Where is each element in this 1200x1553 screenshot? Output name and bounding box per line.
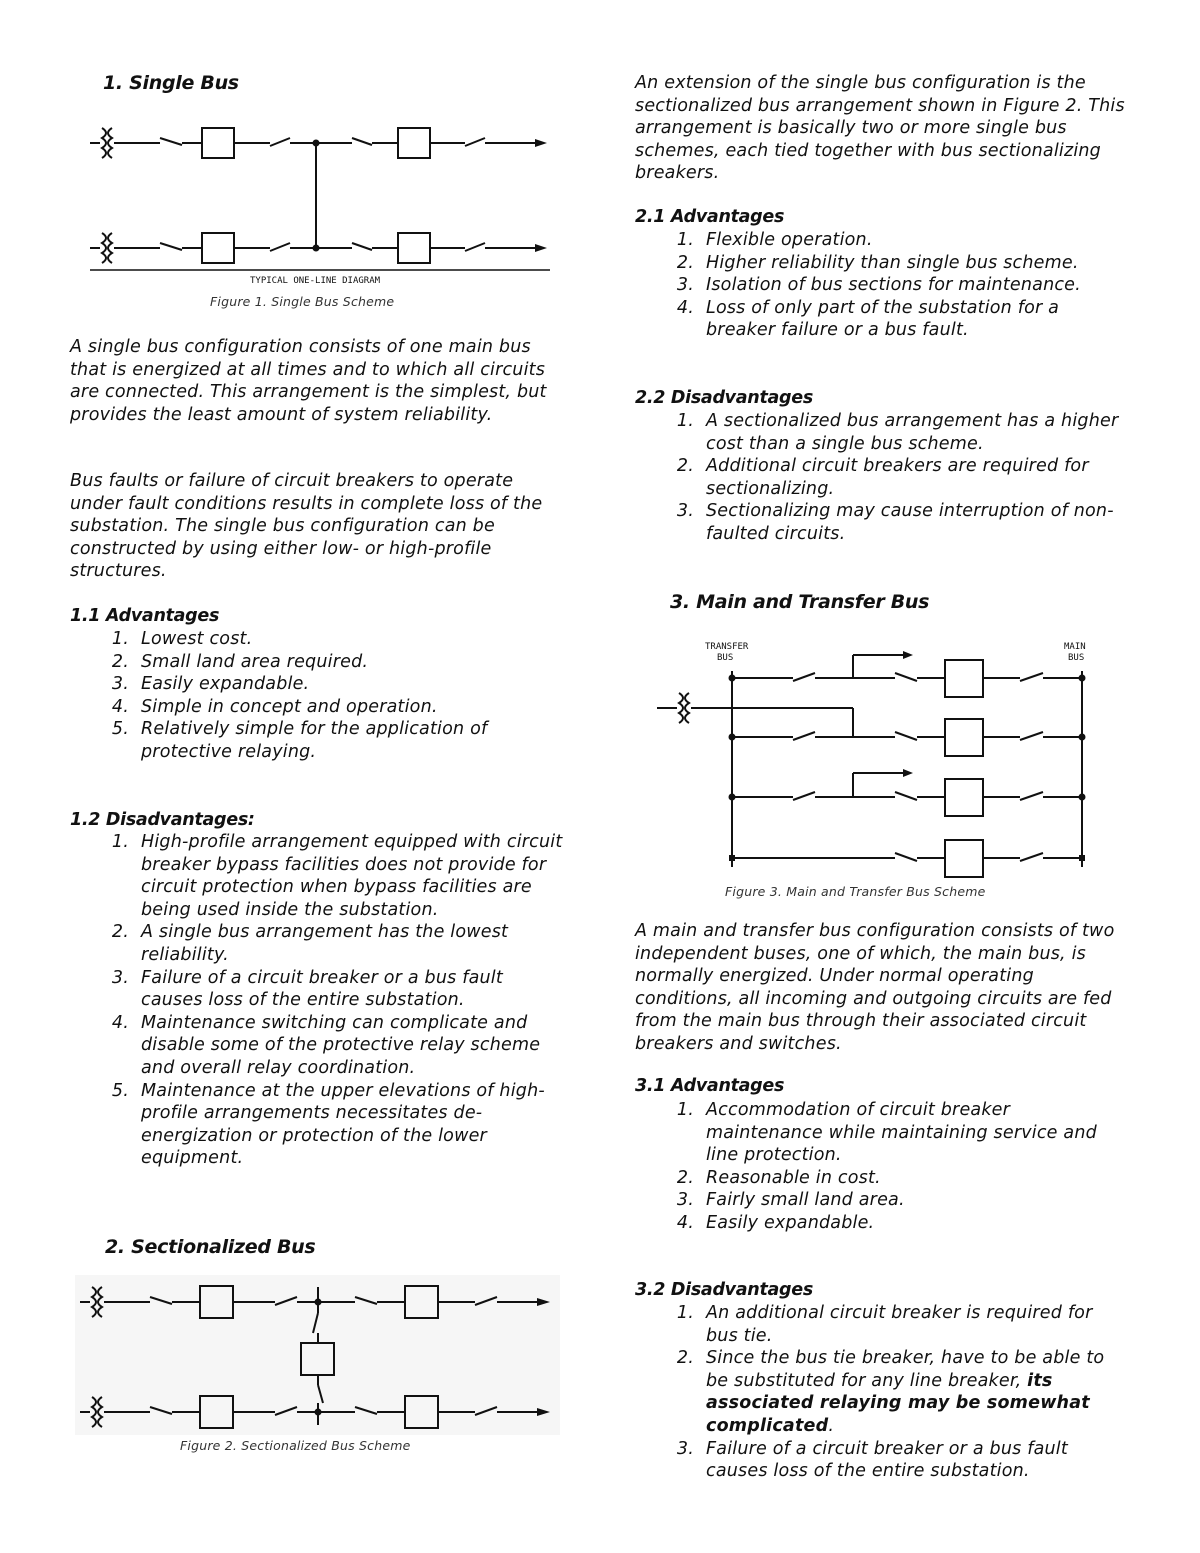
fig3-main-label: MAIN [1064,642,1086,652]
list-item: 4. Maintenance switching can complicate and disable some of the protective relay scheme and overall relay coordination. [111,1012,541,1078]
section-3-heading: 3. Main and Transfer Bus [670,591,930,613]
advantages-3-1-list [670,1099,1100,1235]
single-bus-paragraph-2: Bus faults or failure of circuit breakers to operate under fault conditions results in complete loss of the substation. The single bus configuration can be constructed by using either low- or high-profile structures. [70,471,543,582]
list-item: 4. Loss of only part of the substation for a breaker failure or a bus fault. [676,297,1060,341]
figure-3-main-transfer-bus-diagram [655,635,1125,885]
list-item: 2. Small land area required. [111,651,369,672]
disadvantages-2-2-heading: 2.2 Disadvantages [635,388,813,408]
list-item: 3. Easily expandable. [111,674,310,695]
list-item: 2. Since the bus tie breaker, have to be able to be substituted for any line breaker, its associated relaying may be somewhat complicated. [676,1348,1105,1436]
disadvantages-3-2-list [670,1302,1130,1483]
figure-1-single-bus-diagram [80,118,580,298]
fig1-lower-feeder [90,233,547,263]
list-item: 2. A single bus arrangement has the lowest reliability. [111,922,509,965]
list-item: 1. A sectionalized bus arrangement has a higher cost than a single bus scheme. [676,411,1119,454]
emphasized-text: its associated relaying may be somewhat complicated [706,1370,1090,1436]
disadvantages-3-2-heading: 3.2 Disadvantages [635,1280,813,1300]
advantages-1-1-list [105,628,565,764]
list-item: 4. Simple in concept and operation. [111,696,438,717]
advantages-1-1-heading: 1.1 Advantages [70,606,220,626]
figure-1-caption: Figure 1. Single Bus Scheme [210,294,395,309]
list-item: 3. Fairly small land area. [676,1190,905,1211]
sectionalized-bus-paragraph: An extension of the single bus configuration is the sectionalized bus arrangement shown in Figure 2. This arrangement is basically two or more single bus schemes, each tied together with bus sectionalizing breakers. [635,73,1125,184]
section-2-heading: 2. Sectionalized Bus [105,1236,316,1258]
disadvantages-2-2-list [670,410,1130,546]
fig3-feeder-1 [729,651,1086,697]
section-1-heading: 1. Single Bus [103,72,239,94]
figure-3-caption: Figure 3. Main and Transfer Bus Scheme [725,884,986,899]
fig3-main-label-2: BUS [1068,653,1085,663]
fig1-diagram-label: TYPICAL ONE-LINE DIAGRAM [250,276,381,286]
list-item: 2. Reasonable in cost. [676,1167,881,1188]
list-item: 1. Lowest cost. [111,629,253,649]
fig3-feeder-2 [729,708,1086,756]
disadvantages-1-2-heading: 1.2 Disadvantages: [70,810,255,830]
fig3-source-transformer [657,693,732,723]
list-item: 3. Isolation of bus sections for maintenance. [676,275,1081,296]
fig3-feeder-3 [729,769,1086,816]
list-item: 3. Failure of a circuit breaker or a bus fault causes loss of the entire substation. [676,1438,1068,1482]
list-item: 1. Accommodation of circuit breaker maintenance while maintaining service and line protection. [676,1100,1097,1166]
list-item: 3. Failure of a circuit breaker or a bus fault causes loss of the entire substation. [111,967,503,1011]
list-item: 5. Maintenance at the upper elevations of high-profile arrangements necessitates de-energization or protection of the lower equipment. [111,1080,545,1169]
list-item: 1. Flexible operation. [676,230,873,250]
list-item: 3. Sectionalizing may cause interruption of non-faulted circuits. [676,501,1114,544]
fig3-transfer-label-2: BUS [717,653,734,663]
advantages-2-1-heading: 2.1 Advantages [635,207,785,227]
fig3-bus-tie [729,840,1085,877]
fig3-transfer-label: TRANSFER [705,642,749,652]
list-item: 5. Relatively simple for the application of protective relaying. [111,719,488,762]
disadvantages-1-2-list [105,831,570,1170]
list-item: 1. An additional circuit breaker is required for bus tie. [676,1303,1093,1346]
list-item: 1. High-profile arrangement equipped with circuit breaker bypass facilities does not provide for circuit protection when bypass facilities are being used inside the substation. [111,832,563,920]
advantages-3-1-heading: 3.1 Advantages [635,1076,785,1096]
list-item: 2. Higher reliability than single bus scheme. [676,252,1079,273]
list-item: 4. Easily expandable. [676,1212,875,1233]
main-transfer-bus-paragraph: A main and transfer bus configuration consists of two independent buses, one of which, the main bus, is normally energized. Under normal operating conditions, all incoming and outgoing circuits are fed from the main bus through their associated circuit breakers and switches. [635,921,1115,1054]
figure-2-caption: Figure 2. Sectionalized Bus Scheme [180,1438,411,1453]
advantages-2-1-list [670,229,1130,342]
list-item: 2. Additional circuit breakers are required for sectionalizing. [676,456,1089,499]
single-bus-paragraph-1: A single bus configuration consists of one main bus that is energized at all times and to which all circuits are connected. This arrangement is the simplest, but provides the least amount of system reliability. [70,337,547,425]
fig1-upper-feeder [90,128,547,158]
figure-2-sectionalized-bus-diagram [75,1275,565,1435]
